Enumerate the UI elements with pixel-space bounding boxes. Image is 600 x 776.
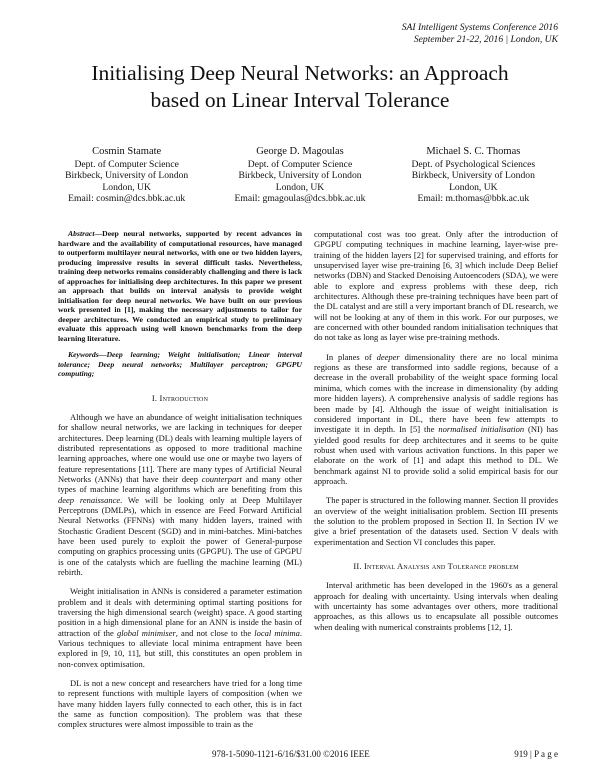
right-column [314,229,558,632]
author-dept: Dept. of Psychological Sciences [411,158,536,170]
abstract [58,229,302,343]
intro-paragraph-2 [58,586,302,669]
author-email: Email: m.thomas@bbk.ac.uk [417,193,530,205]
abstract-text: —Deep neural networks, supported by recent advances in hardware and the availability of computational resources, have managed to outperform multilayer neural networks, with one or two hidden layers, producing impressive results in several difficult tasks. Nevertheless, training deep networks remains considerably challenging and there is lack of approaches for initialising deep architectures. In this paper we present an approach that builds on interval analysis to provide weight initialisation for deep neural networks. We have built on our previous work presented in [1], making the necessary adjustments to tailor for deeper architectures. We conducted an empirical study to preliminary evaluate this approach using well known benchmarks from the deep learning literature. [58,229,302,343]
title-line-2: based on Linear Interval Tolerance [150,88,450,112]
text-run: . We will be looking only at Deep Multilayer Perceptrons (DMLPs), which in essence are Feed Forward Artificial Neural Networks (FFNNs) with many hidden layers, trained with Stochastic Gradient Descent (SGD) and in mini-batches. Mini-batches have been used purely to exploit the power of General-purpose computing on graphics processing units (GPGPU). The use of GPGPU is one of the catalysts which are fuelling the machine learning (ML) rebirth. [58,494,302,577]
emphasis: deeper [376,351,400,362]
paper-title [0,60,600,114]
intro-paragraph-4 [314,352,558,486]
text-run: and many other types of machine learning algorithms which are benefiting from this [58,473,302,495]
author-location: London, UK [449,181,498,193]
author-name: Cosmin Stamate [92,146,162,157]
title-line-1: Initialising Deep Neural Networks: an Approach [91,61,509,85]
author-3 [387,146,560,205]
section-heading-interval-analysis: II. Interval Analysis and Tolerance problem [353,560,519,571]
author-name: George D. Magoulas [256,146,344,157]
conference-dates: September 21-22, 2016 | London, UK [413,33,558,45]
problem-paragraph-1: Interval arithmetic has been developed in the 1960's as a general approach for dealing with uncertainty. Using intervals when dealing with uncertainty has some advantages over others, more traditional approaches, as this allows us to encapsulate all possible outcomes when dealing with numerical constraints problems [12, 1]. [314,580,558,632]
footer-isbn: 978-1-5090-1121-6/16/$31.00 ©2016 IEEE [212,749,370,759]
conference-header [402,22,558,45]
text-run: In planes of [326,351,377,362]
author-institution: Birkbeck, University of London [411,170,535,182]
emphasis: normalised initialisation [438,424,525,435]
text-run: (NI) has yielded good results for deep architectures and it seems to be quite robust when used with various activation functions. In this paper we elaborate on the work of [1] and adapt this method to DL. We benchmark against NI to provide solid a solid empirical basis for our approach. [314,424,558,486]
text-run: dimensionality there are no local minima regions as these are transformed into saddle regions, because of a decrease in the overall probability of the weight space forming local minima, which comes with the increase in dimensionality (by adding more hidden layers). A comprehensive analysis of saddle regions has been made by [4]. Although the issue of weight initialisation is considered important in DL, there have been few attempts to investigate it in depth. In [5] the [314,351,558,435]
emphasis: global minimiser [116,627,176,638]
intro-paragraph-3: DL is not a new concept and researchers have tried for a long time to represent functions with multiple layers of composition (when we have many hidden layers fully connected to each other, this is in fact the same as function composition). The problem was that these complex structures were almost impossible to train as the [58,678,302,730]
author-email: Email: gmagoulas@dcs.bbk.ac.uk [234,193,366,205]
keywords [58,350,302,379]
intro-paragraph-1 [58,412,302,578]
abstract-label: Abstract [68,229,95,238]
emphasis: counterpart [201,473,242,484]
keywords-text: —Deep learning; Weight initialisation; Linear interval tolerance; Deep neural networks; Multilayer perceptron; GPGPU computing; [58,350,302,378]
keywords-label: Keywords [68,350,99,359]
text-run: Weight initialisation in ANNs is considered a parameter estimation problem and it deals with determining optimal starting positions for traversing the high dimensional search (weight) space. A good starting position in a high dimensional plane for an ANN is inside the basin of attraction of the [58,586,302,638]
left-column [58,229,302,730]
emphasis: deep renaissance [58,494,121,505]
author-location: London, UK [275,181,325,193]
author-block [40,146,560,205]
emphasis: local minima [254,627,300,638]
author-dept: Dept. of Computer Science [247,158,353,170]
author-dept: Dept. of Computer Science [74,158,179,170]
intro-paragraph-5: The paper is structured in the following manner. Section II provides an overview of the weight initialisation problem. Section III presents the solution to the problem proposed in Section II. In Section IV we give a brief presentation of the datasets used. Section V deals with experimentation and Section VI concludes this paper. [314,495,558,547]
author-name: Michael S. C. Thomas [426,146,521,157]
text-run: Although we have an abundance of weight initialisation techniques for shallow neural networks, we are lacking in techniques for deeper architectures. Deep learning (DL) deals with learning multiple layers of distributed representations as opposed to more traditional machine learning approaches, where one would use one or maybe two layers of feature representations [11]. There are many types of Artificial Neural Networks (ANNs) that have their deep [58,411,302,484]
author-location: London, UK [102,181,151,193]
author-email: Email: cosmin@dcs.bbk.ac.uk [68,193,186,205]
author-2 [213,146,386,205]
author-1 [40,146,213,205]
text-run: . Various techniques to alleviate local minima entrapment have been explored in [9, 10, 11], but still, this constitutes an open problem in non-convex optimisation. [58,627,302,669]
author-institution: Birkbeck, University of London [238,170,362,182]
section-heading-introduction: I. Introduction [151,392,209,403]
footer-page-number: 919 | P a g e [514,749,558,759]
conference-name: SAI Intelligent Systems Conference 2016 [401,22,558,33]
intro-paragraph-3-continued: computational cost was too great. Only after the introduction of GPGPU computing techniques in machine learning, layer-wise pre-training of the hidden layers [2] for supervised training, and efforts for unsupervised layer wise pre-training [6, 3] which include Deep Belief networks (DBN) and Stacked Denoising Autoencoders (SDA), we were able to explore and express problems with these deep, rich architectures. Although these pre-training techniques have been part of the DL catalyst and are still a very important branch of DL research, we will not be looking at any of them in this work. For our purposes, we are concerned with other bounded random initialisation techniques that do not take as long as layer wise pre-training methods. [314,229,558,343]
text-run: , and not close to the [175,627,255,638]
author-institution: Birkbeck, University of London [65,170,189,182]
